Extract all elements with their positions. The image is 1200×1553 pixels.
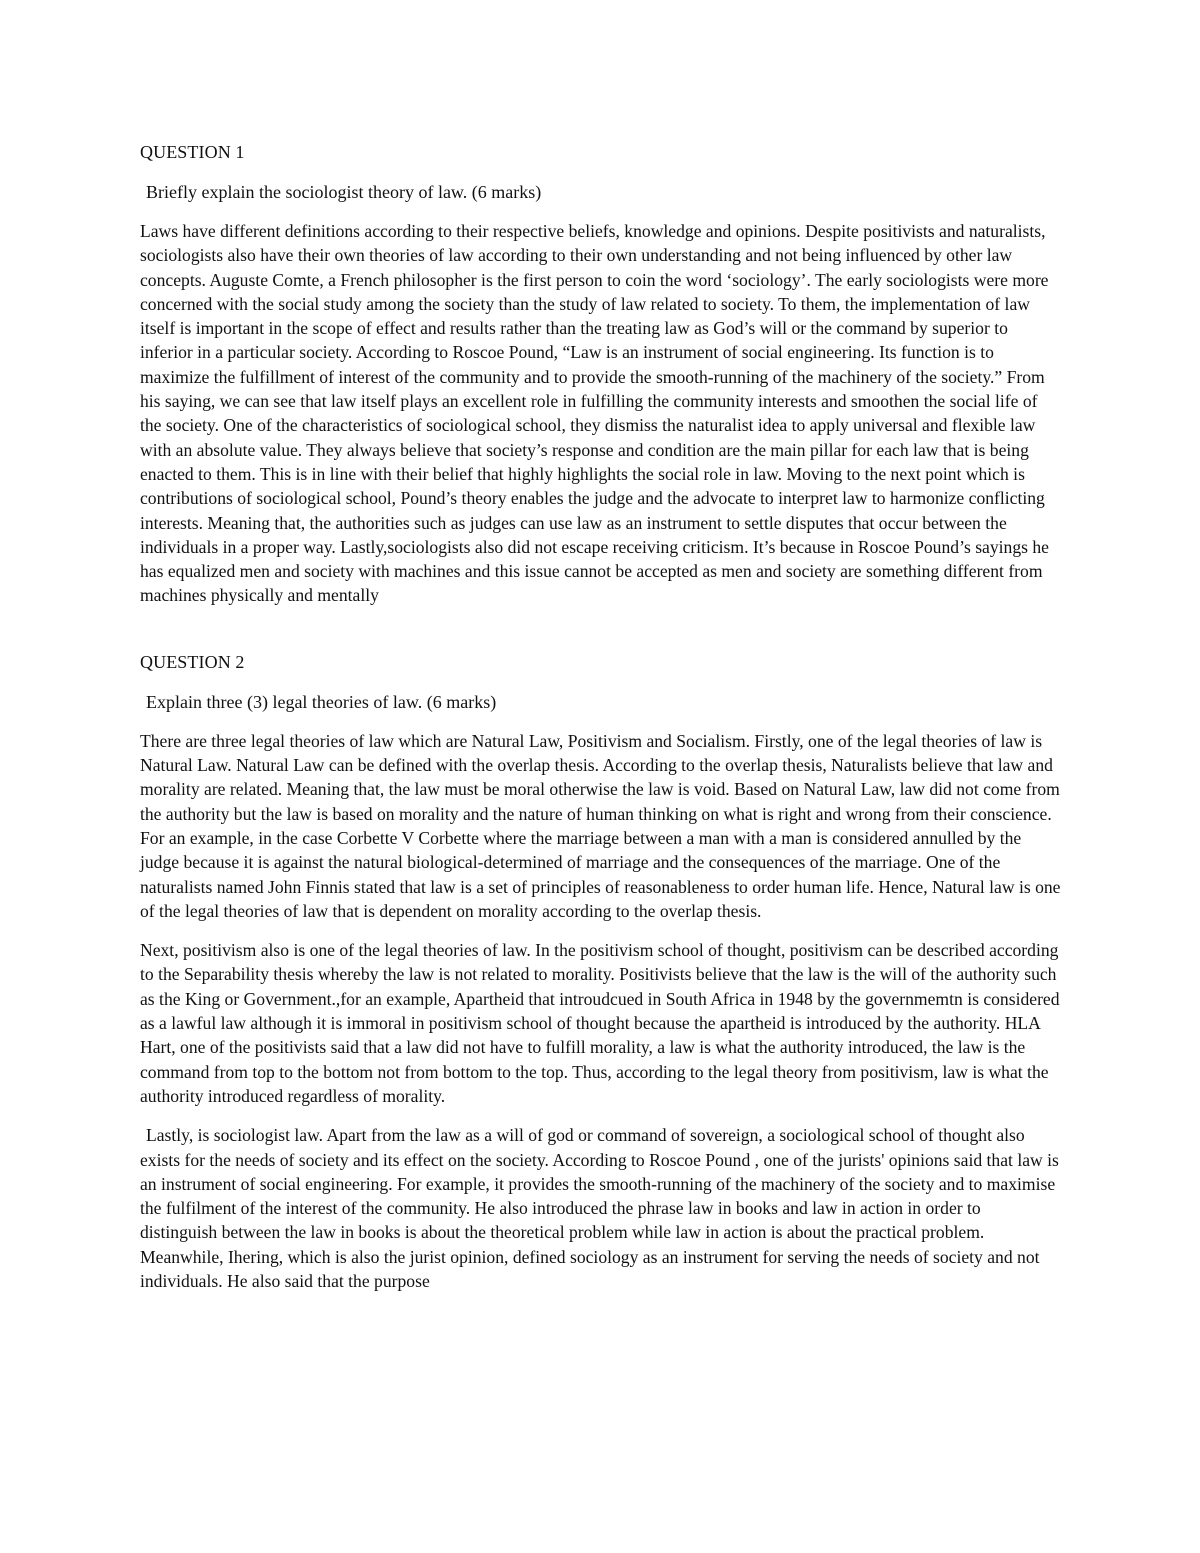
question-2-answer-paragraph-2: Next, positivism also is one of the legal theories of law. In the positivism school of thought, positivism can be described according to the Separability thesis whereby the law is not related to morality. Positivists believe that the law is the will of the authority such as the King or Government.,for an example, Apartheid that introudcued in South Africa in 1948 by the governmemtn is considered as a lawful law although it is immoral in positivism school of thought because the apartheid is introduced by the authority. HLA Hart, one of the positivists said that a law did not have to fulfill morality, a law is what the authority introduced, the law is the command from top to the bottom not from bottom to the top. Thus, according to the legal theory from positivism, law is what the authority introduced regardless of morality. <box>140 940 1060 1106</box>
question-1-heading: QUESTION 1 <box>140 142 245 162</box>
question-2-prompt: Explain three (3) legal theories of law. (6 marks) <box>146 691 497 712</box>
question-2-heading: QUESTION 2 <box>140 651 245 672</box>
document-body <box>140 140 1062 1293</box>
section-spacer <box>140 608 1062 650</box>
question-1-section <box>140 140 1062 608</box>
question-1-answer-paragraph: Laws have different definitions according to their respective beliefs, knowledge and opinions. Despite positivists and naturalists, sociologists also have their own theories of law according to their own understanding and not being influenced by other law concepts. Auguste Comte, a French philosopher is the first person to coin the word ‘sociology’. The early sociologists were more concerned with the social study among the society than the study of law related to society. To them, the implementation of law itself is important in the scope of effect and results rather than the treating law as God’s will or the command by superior to inferior in a particular society. According to Roscoe Pound, “Law is an instrument of social engineering. Its function is to maximize the fulfillment of interest of the community and to provide the smooth-running of the machinery of the society.” From his saying, we can see that law itself plays an excellent role in fulfilling the community interests and smoothen the social life of the society. One of the characteristics of sociological school, they dismiss the naturalist idea to apply universal and flexible law with an absolute value. They always believe that society’s response and condition are the main pillar for each law that is being enacted to them. This is in line with their belief that highly highlights the social role in law. Moving to the next point which is contributions of sociological school, Pound’s theory enables the judge and the advocate to interpret law to harmonize conflicting interests. Meaning that, the authorities such as judges can use law as an instrument to settle disputes that occur between the individuals in a proper way. Lastly,sociologists also did not escape receiving criticism. It’s because in Roscoe Pound’s sayings he has equalized men and society with machines and this issue cannot be accepted as men and society are something different from machines physically and mentally <box>140 221 1049 606</box>
question-2-answer-paragraph-1: There are three legal theories of law which are Natural Law, Positivism and Socialism. Firstly, one of the legal theories of law is Natural Law. Natural Law can be defined with the overlap thesis. According to the overlap thesis, Naturalists believe that law and morality are related. Meaning that, the law must be moral otherwise the law is void. Based on Natural Law, law did not come from the authority but the law is based on morality and the nature of human thinking on what is right and wrong from their conscience. For an example, in the case Corbette V Corbette where the marriage between a man with a man is considered annulled by the judge because it is against the natural biological-determined of marriage and the consequences of the marriage. One of the naturalists named John Finnis stated that law is a set of principles of reasonableness to order human life. Hence, Natural law is one of the legal theories of law that is dependent on morality according to the overlap thesis. <box>140 730 1061 921</box>
question-1-prompt: Briefly explain the sociologist theory of law. (6 marks) <box>146 182 542 202</box>
question-2-answer-paragraph-3: Lastly, is sociologist law. Apart from the law as a will of god or command of sovereign, a sociological school of thought also exists for the needs of society and its effect on the society. According to Roscoe Pound , one of the jurists' opinions said that law is an instrument of social engineering. For example, it provides the smooth-running of the machinery of the society and to maximise the fulfilment of the interest of the community. He also introduced the phrase law in books and law in action in order to distinguish between the law in books is about the theoretical problem while law in action is about the practical problem. Meanwhile, Ihering, which is also the jurist opinion, defined sociology as an instrument for serving the needs of society and not individuals. He also said that the purpose <box>140 1125 1059 1291</box>
question-2-section <box>140 650 1062 1294</box>
